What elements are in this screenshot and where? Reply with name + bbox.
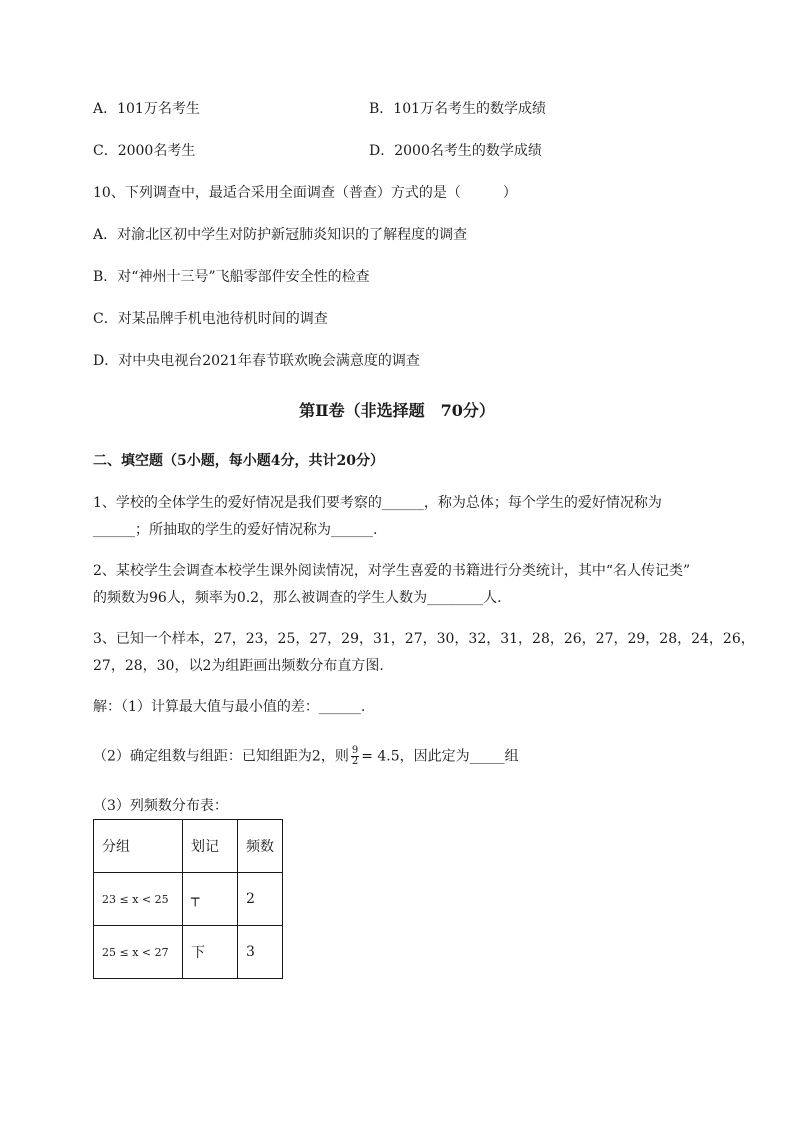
header-group: 分组 xyxy=(94,820,183,873)
solution-step3: （3）列频数分布表： xyxy=(93,798,228,814)
q10-stem: 10、下列调查中，最适合采用全面调查（普查）方式的是（ ） xyxy=(93,185,517,201)
frequency-table xyxy=(93,819,283,979)
fill1-line2: ______；所抽取的学生的爱好情况称为______. xyxy=(93,522,378,538)
row-count: 3 xyxy=(238,926,283,979)
fraction-denominator: 2 xyxy=(351,756,359,767)
q10-option-c: C．对某品牌手机电池待机时间的调查 xyxy=(93,311,328,327)
fill2-line2: 的频数为96人，频率为0.2，那么被调查的学生人数为________人. xyxy=(93,590,502,606)
q10-option-b: B．对“神州十三号”飞船零部件安全性的检查 xyxy=(93,269,370,285)
row-tally: 下 xyxy=(183,926,238,979)
fill1-line1: 1、学校的全体学生的爱好情况是我们要考察的______，称为总体；每个学生的爱好情况称为 xyxy=(93,495,662,511)
row-count: 2 xyxy=(238,873,283,926)
q10-option-a: A．对渝北区初中学生对防护新冠肺炎知识的了解程度的调查 xyxy=(93,227,468,243)
part2-title: 第Ⅱ卷（非选择题 70分） xyxy=(299,401,495,420)
row-group: 23 ≤ x < 25 xyxy=(94,873,183,926)
fill3-line1: 3、已知一个样本，27，23，25，27，29，31，27，30，32，31，28，26，27，29，28，24，26， xyxy=(93,631,755,647)
nine-halves-fraction xyxy=(351,746,359,767)
fill3-line2: 27，28，30，以2为组距画出频数分布直方图. xyxy=(93,658,384,674)
table-row xyxy=(94,873,283,926)
solution-step1: 解：（1）计算最大值与最小值的差：______. xyxy=(93,699,366,715)
q9-option-a: A．101万名考生 xyxy=(93,101,200,117)
step2-suffix: = 4.5，因此定为_____组 xyxy=(361,748,519,765)
solution-step2 xyxy=(93,746,519,767)
header-tally: 划记 xyxy=(183,820,238,873)
fraction-numerator: 9 xyxy=(351,745,359,756)
step2-prefix: （2）确定组数与组距：已知组距为2，则 xyxy=(93,748,349,765)
row-group: 25 ≤ x < 27 xyxy=(94,926,183,979)
table-row xyxy=(94,926,283,979)
q10-option-d: D．对中央电视台2021年春节联欢晚会满意度的调查 xyxy=(93,353,420,369)
row-tally: ┬ xyxy=(183,873,238,926)
q9-option-c: C．2000名考生 xyxy=(93,143,196,159)
table-header-row xyxy=(94,820,283,873)
q9-option-d: D．2000名考生的数学成绩 xyxy=(369,143,542,159)
fill2-line1: 2、某校学生会调查本校学生课外阅读情况，对学生喜爱的书籍进行分类统计，其中“名人传记类” xyxy=(93,563,691,579)
header-count: 频数 xyxy=(238,820,283,873)
q9-option-b: B．101万名考生的数学成绩 xyxy=(369,101,547,117)
section2-heading: 二、填空题（5小题，每小题4分，共计20分） xyxy=(93,453,384,469)
